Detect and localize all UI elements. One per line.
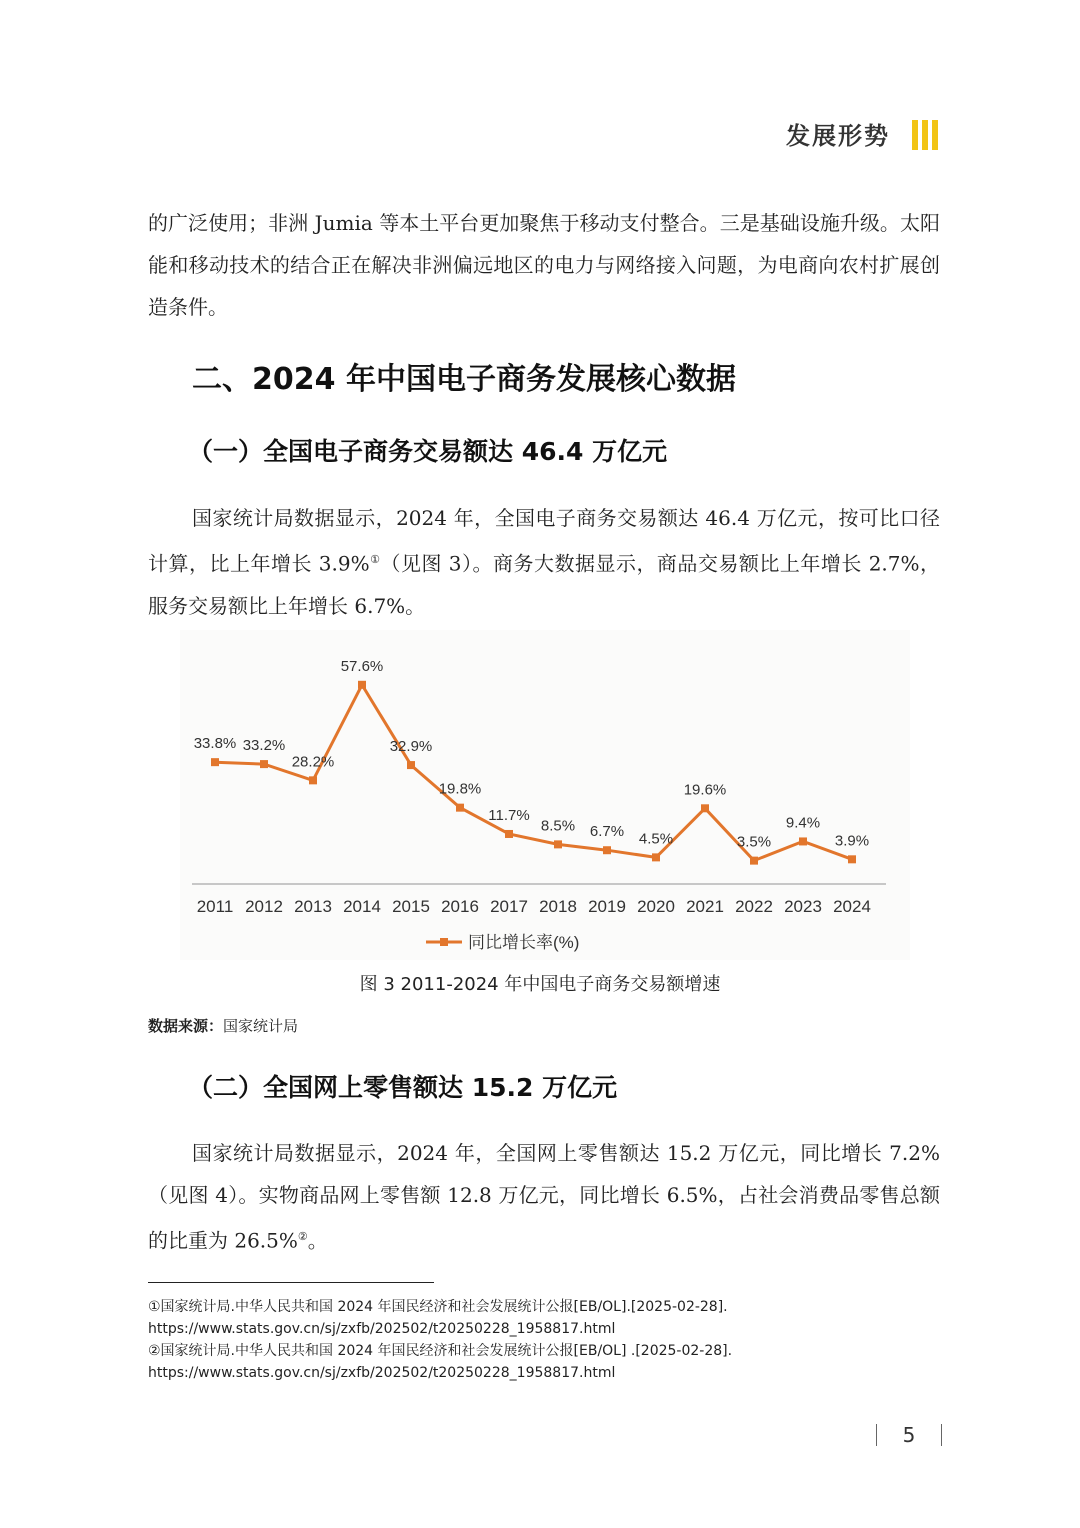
footnotes bbox=[148, 1296, 948, 1384]
data-label-2021: 19.6% bbox=[683, 781, 727, 799]
data-point-2015 bbox=[407, 761, 415, 769]
data-point-2018 bbox=[554, 840, 562, 848]
data-label-2012: 33.2% bbox=[242, 737, 286, 755]
data-label-2023: 9.4% bbox=[785, 814, 821, 832]
page-number-block bbox=[876, 1420, 942, 1450]
growth-line-chart bbox=[180, 630, 910, 960]
x-tick-labels-group bbox=[197, 897, 871, 916]
x-tick-label-2011: 2011 bbox=[196, 897, 234, 916]
x-tick-label-2021: 2021 bbox=[686, 897, 724, 916]
page-number: 5 bbox=[902, 1423, 916, 1447]
legend-marker bbox=[440, 938, 448, 946]
data-point-2016 bbox=[456, 804, 464, 812]
page-number-bar-right bbox=[941, 1424, 942, 1446]
data-point-2017 bbox=[505, 830, 513, 838]
subsection-1-paragraph bbox=[148, 497, 940, 627]
subsection-1-title: （一）全国电子商务交易额达 46.4 万亿元 bbox=[188, 437, 668, 466]
chart-svg bbox=[180, 630, 910, 960]
data-point-2023 bbox=[799, 837, 807, 845]
data-label-2013: 28.2% bbox=[291, 753, 335, 771]
subsection-2-text-a: 国家统计局数据显示，2024 年，全国网上零售额达 15.2 万亿元，同比增长 7.2%（见图 4）。实物商品网上零售额 12.8 万亿元，同比增长 6.5%，占社会消费品零售总额的比重为 26.5% bbox=[148, 1141, 940, 1253]
figure-caption: 图 3 2011-2024 年中国电子商务交易额增速 bbox=[359, 974, 721, 995]
data-point-2020 bbox=[652, 853, 660, 861]
subsection-2-paragraph bbox=[148, 1132, 940, 1262]
x-tick-label-2012: 2012 bbox=[245, 897, 283, 916]
footnote-1-url[interactable]: https://www.stats.gov.cn/sj/zxfb/202502/t20250228_1958817.html bbox=[148, 1321, 616, 1337]
section-header-title: 发展形势 bbox=[786, 122, 890, 150]
data-label-2019: 6.7% bbox=[589, 823, 625, 841]
intro-paragraph: 的广泛使用；非洲 Jumia 等本土平台更加聚焦于移动支付整合。三是基础设施升级。太阳能和移动技术的结合正在解决非洲偏远地区的电力与网络接入问题，为电商向农村扩展创造条件。 bbox=[148, 211, 940, 319]
data-source-value: 国家统计局 bbox=[223, 1017, 299, 1035]
x-tick-label-2014: 2014 bbox=[343, 897, 381, 916]
data-point-2013 bbox=[309, 776, 317, 784]
data-point-2022 bbox=[750, 857, 758, 865]
footnote-2-line-1: ②国家统计局.中华人民共和国 2024 年国民经济和社会发展统计公报[EB/OL] .[2025-02-28]. bbox=[148, 1343, 733, 1359]
x-tick-label-2017: 2017 bbox=[490, 897, 528, 916]
x-tick-label-2019: 2019 bbox=[588, 897, 626, 916]
subsection-1-text-b: （见图 3）。商务大数据显示，商品交易额比上年增长 2.7%，服务交易额比上年增长 6.7%。 bbox=[148, 551, 941, 618]
data-label-2014: 57.6% bbox=[340, 657, 384, 675]
section-title: 二、2024 年中国电子商务发展核心数据 bbox=[192, 362, 736, 397]
legend-label: 同比增长率(%) bbox=[468, 933, 580, 952]
x-tick-label-2020: 2020 bbox=[637, 897, 675, 916]
data-label-2011: 33.8% bbox=[193, 735, 237, 753]
data-label-2017: 11.7% bbox=[488, 806, 530, 824]
data-source bbox=[148, 1015, 298, 1036]
footnote-ref-2[interactable]: ② bbox=[297, 1230, 308, 1243]
legend bbox=[426, 933, 579, 952]
footnote-ref-1[interactable]: ① bbox=[369, 553, 381, 566]
data-label-2022: 3.5% bbox=[736, 833, 772, 851]
data-point-2019 bbox=[603, 846, 611, 854]
data-point-2024 bbox=[848, 855, 856, 863]
subsection-2-title: （二）全国网上零售额达 15.2 万亿元 bbox=[188, 1073, 618, 1102]
data-label-2024: 3.9% bbox=[834, 832, 870, 850]
data-label-2018: 8.5% bbox=[540, 817, 576, 835]
data-point-2014 bbox=[358, 681, 366, 689]
x-tick-label-2013: 2013 bbox=[294, 897, 332, 916]
header-bars-decoration bbox=[912, 120, 942, 150]
x-tick-label-2022: 2022 bbox=[735, 897, 773, 916]
data-label-2015: 32.9% bbox=[389, 738, 433, 756]
data-point-2012 bbox=[260, 760, 268, 768]
x-tick-label-2023: 2023 bbox=[784, 897, 822, 916]
footnote-divider bbox=[148, 1282, 434, 1283]
data-point-2011 bbox=[211, 758, 219, 766]
data-source-label: 数据来源： bbox=[148, 1017, 224, 1035]
x-tick-label-2015: 2015 bbox=[392, 897, 430, 916]
data-label-2016: 19.8% bbox=[438, 780, 482, 798]
x-tick-label-2018: 2018 bbox=[539, 897, 577, 916]
x-tick-label-2016: 2016 bbox=[441, 897, 479, 916]
data-point-2021 bbox=[701, 804, 709, 812]
subsection-2-text-b: 。 bbox=[307, 1228, 328, 1253]
footnote-1-line-1: ①国家统计局.中华人民共和国 2024 年国民经济和社会发展统计公报[EB/OL].[2025-02-28]. bbox=[148, 1299, 728, 1315]
data-labels-group bbox=[194, 658, 869, 851]
subsection-1-text-a: 国家统计局数据显示，2024 年，全国电子商务交易额达 46.4 万亿元，按可比口径计算，比上年增长 3.9% bbox=[148, 506, 940, 576]
page-number-bar-left bbox=[876, 1424, 877, 1446]
x-tick-label-2024: 2024 bbox=[833, 897, 871, 916]
data-label-2020: 4.5% bbox=[638, 830, 674, 848]
footnote-2-url[interactable]: https://www.stats.gov.cn/sj/zxfb/202502/t20250228_1958817.html bbox=[148, 1365, 616, 1381]
